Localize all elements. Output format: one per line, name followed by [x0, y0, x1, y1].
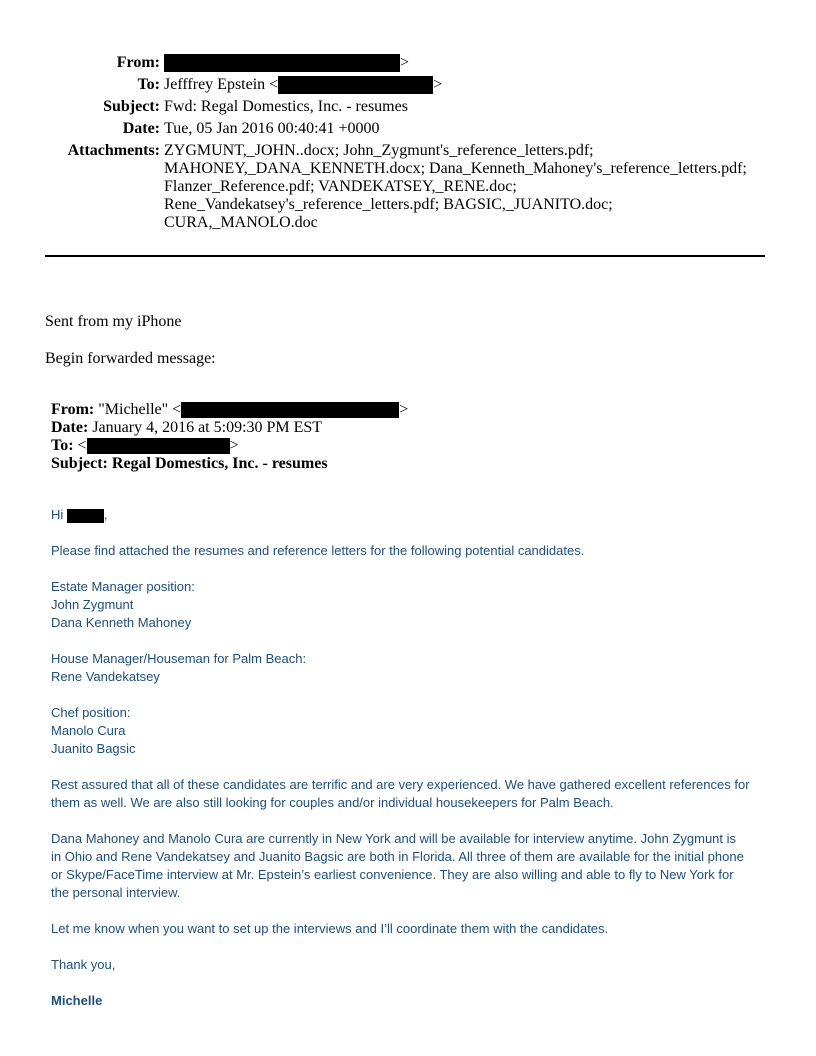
header-from-value: >: [164, 54, 409, 72]
chef-heading: Chef position:: [51, 705, 131, 720]
signature: Michelle: [51, 993, 103, 1008]
house-heading: House Manager/Houseman for Palm Beach:: [51, 651, 307, 666]
closing-paragraph: Let me know when you want to set up the interviews and I’ll coordinate them with the candidates.: [51, 921, 609, 936]
begin-forwarded-line: Begin forwarded message:: [45, 350, 216, 367]
header-date-label: Date:: [122, 120, 160, 137]
reassurance-paragraph-line: them as well. We are also still looking for couples and/or individual housekeepers for Palm Beach.: [51, 795, 614, 810]
forwarded-to-label: To:: [51, 437, 74, 454]
forwarded-date-row: [51, 419, 322, 437]
forwarded-subject-value: Regal Domestics, Inc. - resumes: [111, 455, 328, 472]
forwarded-to-row: To: < >: [51, 437, 239, 454]
header-date-value: Tue, 05 Jan 2016 00:40:41 +0000: [164, 120, 380, 137]
sent-from-line: Sent from my iPhone: [45, 313, 182, 330]
header-to-label: To:: [137, 76, 160, 93]
greeting: Hi ,: [51, 507, 108, 522]
forwarded-from-value: "Michelle" <: [98, 401, 182, 418]
redaction-bar: [181, 402, 399, 418]
attachment-line: CURA,_MANOLO.doc: [164, 214, 318, 231]
forwarded-date-label: Date:: [51, 419, 89, 436]
candidate-name: Manolo Cura: [51, 723, 126, 738]
reassurance-paragraph-line: Rest assured that all of these candidates are terrific and are very experienced. We have gathered excellent references for: [51, 777, 750, 792]
redaction-bar: [278, 76, 433, 94]
redaction-bar: [67, 509, 104, 523]
attachment-line: ZYGMUNT,_JOHN..docx; John_Zygmunt's_reference_letters.pdf;: [164, 142, 594, 159]
header-subject-label: Subject:: [103, 98, 160, 115]
candidate-name: Dana Kenneth Mahoney: [51, 615, 192, 630]
candidate-name: Juanito Bagsic: [51, 741, 136, 756]
estate-heading: Estate Manager position:: [51, 579, 195, 594]
forwarded-date-value: January 4, 2016 at 5:09:30 PM EST: [92, 419, 323, 436]
forwarded-subject-label: Subject:: [51, 455, 108, 472]
forwarded-to-value: <: [77, 437, 87, 454]
header-from-label: From:: [116, 54, 160, 71]
availability-paragraph-line: Dana Mahoney and Manolo Cura are currently in New York and will be available for interview anytime. John Zygmunt is: [51, 831, 737, 846]
thank-you-line: Thank you,: [51, 957, 116, 972]
availability-paragraph-line: the personal interview.: [51, 885, 181, 900]
header-to-value: Jefffrey Epstein < >: [164, 76, 443, 93]
candidate-name: Rene Vandekatsey: [51, 669, 160, 684]
forwarded-subject-row: [51, 455, 328, 473]
availability-paragraph-line: or Skype/FaceTime interview at Mr. Epstein’s earliest convenience. They are also willing and able to fly to New York for: [51, 867, 734, 882]
availability-paragraph-line: in Ohio and Rene Vandekatsey and Juanito Bagsic are both in Florida. All three of them are available for the initial phone: [51, 849, 744, 864]
attachment-line: Rene_Vandekatsey's_reference_letters.pdf; BAGSIC,_JUANITO.doc;: [164, 196, 613, 213]
forwarded-from-label: From:: [51, 401, 95, 418]
header-divider: [45, 255, 765, 257]
redaction-bar: [87, 438, 230, 454]
intro-paragraph: Please find attached the resumes and reference letters for the following potential candidates.: [51, 543, 585, 558]
redaction-bar: [164, 54, 400, 72]
attachment-line: Flanzer_Reference.pdf; VANDEKATSEY,_RENE.doc;: [164, 178, 517, 195]
forwarded-from-row: From: "Michelle" < >: [51, 401, 409, 418]
header-attachments-label: Attachments:: [67, 142, 160, 159]
attachment-line: MAHONEY,_DANA_KENNETH.docx; Dana_Kenneth_Mahoney's_reference_letters.pdf;: [164, 160, 747, 177]
candidate-name: John Zygmunt: [51, 597, 134, 612]
header-subject-value: Fwd: Regal Domestics, Inc. - resumes: [164, 98, 408, 115]
